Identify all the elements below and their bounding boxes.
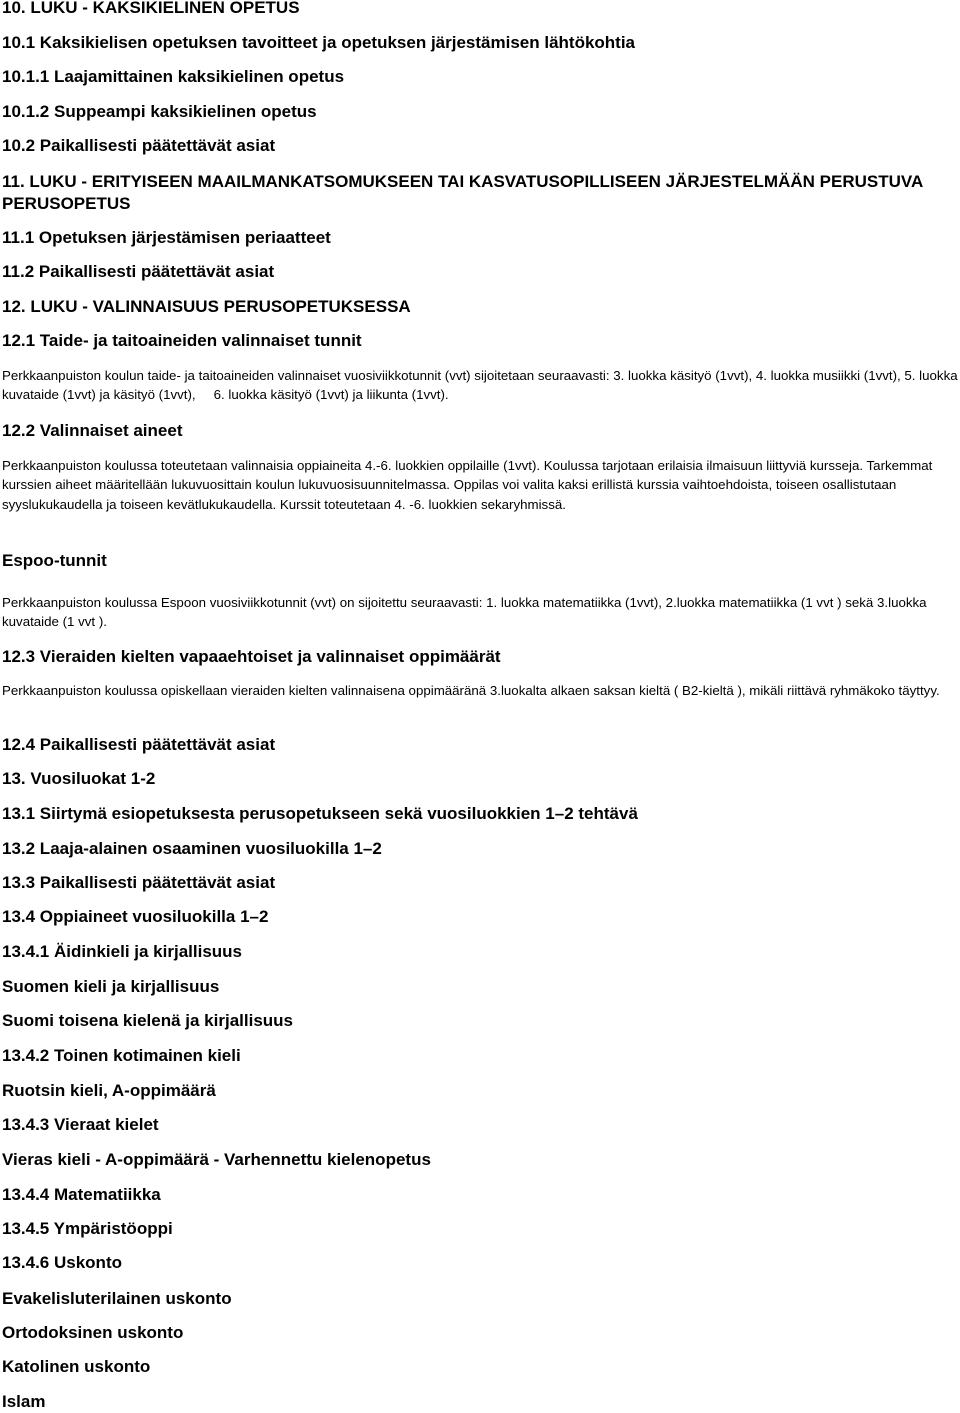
heading-13-4-3: 13.4.3 Vieraat kielet	[2, 1115, 159, 1134]
heading-espoo-tunnit: Espoo-tunnit	[2, 551, 107, 570]
heading-13-4-1: 13.4.1 Äidinkieli ja kirjallisuus	[2, 942, 243, 961]
heading-suomi-toisena-kielena: Suomi toisena kielenä ja kirjallisuus	[2, 1011, 294, 1030]
heading-11-2: 11.2 Paikallisesti päätettävät asiat	[2, 262, 275, 281]
heading-13-2: 13.2 Laaja-alainen osaaminen vuosiluokilla 1–2	[2, 839, 382, 858]
heading-13-4-2: 13.4.2 Toinen kotimainen kieli	[2, 1046, 241, 1065]
heading-12: 12. LUKU - VALINNAISUUS PERUSOPETUKSESSA	[2, 297, 411, 316]
heading-katolinen-uskonto: Katolinen uskonto	[2, 1357, 151, 1376]
heading-vieras-kieli: Vieras kieli - A-oppimäärä - Varhennettu kielenopetus	[2, 1150, 431, 1169]
heading-11-1: 11.1 Opetuksen järjestämisen periaatteet	[2, 228, 331, 247]
heading-13-3: 13.3 Paikallisesti päätettävät asiat	[2, 873, 276, 892]
heading-12-1: 12.1 Taide- ja taitoaineiden valinnaiset tunnit	[2, 331, 362, 350]
paragraph-12-2: Perkkaanpuiston koulussa toteutetaan valinnaisia oppiaineita 4.-6. luokkien oppilaille (1vvt). Koulussa tarjotaan erilaisia ilmaisuun liittyviä kursseja. Tarkemmat kurssien aiheet määritellään lukuvuosittain koulun lukuvuosisuunnitelmassa. Oppilas voi valita kaksi erillistä kurssia vaihtoehdoista, toiseen osallistutaan syyslukukaudella ja toiseen kevätlukukaudella. Kurssit toteutetaan 4. -6. luokkien sekaryhmissä.	[2, 458, 933, 512]
heading-13-4-4: 13.4.4 Matematiikka	[2, 1185, 161, 1204]
heading-13-1: 13.1 Siirtymä esiopetuksesta perusopetukseen sekä vuosiluokkien 1–2 tehtävä	[2, 804, 638, 823]
heading-12-3: 12.3 Vieraiden kielten vapaaehtoiset ja valinnaiset oppimäärät	[2, 647, 501, 666]
heading-10: 10. LUKU - KAKSIKIELINEN OPETUS	[2, 0, 300, 17]
heading-ruotsin-kieli: Ruotsin kieli, A-oppimäärä	[2, 1081, 216, 1100]
heading-13-4: 13.4 Oppiaineet vuosiluokilla 1–2	[2, 907, 269, 926]
heading-13: 13. Vuosiluokat 1-2	[2, 769, 156, 788]
heading-islam: Islam	[2, 1392, 46, 1411]
heading-11: 11. LUKU - ERITYISEEN MAAILMANKATSOMUKSEEN TAI KASVATUSOPILLISEEN JÄRJESTELMÄÄN PERUSTUVA PERUSOPETUS	[2, 172, 923, 213]
paragraph-12-1	[2, 366, 958, 405]
heading-10-2: 10.2 Paikallisesti päätettävät asiat	[2, 136, 276, 155]
heading-12-4: 12.4 Paikallisesti päätettävät asiat	[2, 735, 276, 754]
heading-12-2: 12.2 Valinnaiset aineet	[2, 421, 183, 440]
paragraph-espoo-tunnit: Perkkaanpuiston koulussa Espoon vuosiviikkotunnit (vvt) on sijoitettu seuraavasti: 1. luokka matematiikka (1vvt), 2.luokka matematiikka (1 vvt ) sekä 3.luokka kuvataide (1 vvt ).	[2, 595, 927, 630]
heading-13-4-5: 13.4.5 Ympäristöoppi	[2, 1219, 173, 1238]
heading-13-4-6: 13.4.6 Uskonto	[2, 1253, 122, 1272]
heading-10-1-1: 10.1.1 Laajamittainen kaksikielinen opetus	[2, 67, 345, 86]
heading-evl-uskonto: Evakelisluterilainen uskonto	[2, 1289, 232, 1308]
heading-10-1-2: 10.1.2 Suppeampi kaksikielinen opetus	[2, 102, 317, 121]
paragraph-12-1-part-b: 6. luokka käsityö (1vvt) ja liikunta (1vvt).	[213, 387, 449, 403]
paragraph-12-3: Perkkaanpuiston koulussa opiskellaan vieraiden kielten valinnaisena oppimääränä 3.luokalta alkaen saksan kieltä ( B2-kieltä ), mikäli riittävä ryhmäkoko täyttyy.	[2, 683, 940, 698]
heading-ortodoksinen-uskonto: Ortodoksinen uskonto	[2, 1323, 184, 1342]
heading-10-1: 10.1 Kaksikielisen opetuksen tavoitteet ja opetuksen järjestämisen lähtökohtia	[2, 33, 636, 52]
heading-suomen-kieli: Suomen kieli ja kirjallisuus	[2, 977, 220, 996]
paragraph-12-1-part-a: Perkkaanpuiston koulun taide- ja taitoaineiden valinnaiset vuosiviikkotunnit (vvt) sijoitetaan seuraavasti: 3. luokka käsityö (1vvt), 4. luokka musiikki (1vvt), 5. luokka kuvataide (1vvt) ja käsityö (1vvt),	[2, 368, 958, 403]
